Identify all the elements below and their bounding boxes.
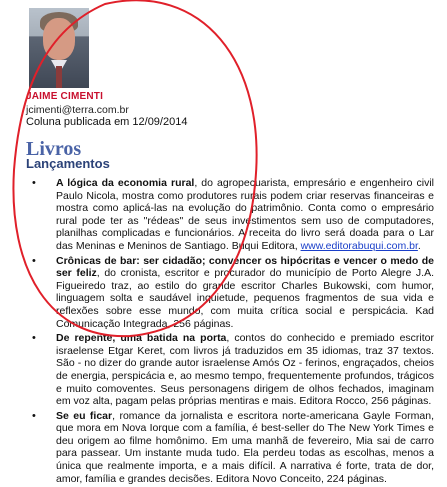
publisher-link[interactable]: www.editorabuqui.com.br <box>300 239 418 252</box>
book-description: , do agropecuarista, empresário e engenheiro civil Paulo Nicola, mostra como produtores rurais podem criar reservas financeiras e mostra como aplicá-las na evolução do patrimônio. Conta como o empresário rural pode ter as "rédeas" de seus investimentos sem uso de computadores, planilhas complicadas e funcionários. A receita do livro será doada para o Lar das Meninas e Meninos de Santiago. Buqui Editora, <box>56 177 434 252</box>
publication-date: Coluna publicada em 12/09/2014 <box>26 116 188 128</box>
book-item-cronicas-de-bar <box>26 255 434 331</box>
book-title: A lógica da economia rural <box>56 177 195 189</box>
book-title: De repente, uma batida na porta <box>56 332 227 345</box>
author-photo <box>29 8 89 88</box>
book-list <box>26 177 434 487</box>
book-item-economia-rural <box>26 177 434 253</box>
author-email[interactable]: jcimenti@terra.com.br <box>26 103 129 116</box>
book-description: , do cronista, escritor e procurador do município de Porto Alegre J.A. Figueiredo traz, ao estilo do grande escritor Charles Bukowski, com humor, linguagem solta e saudável inquietude, pequenos fragmentos de sua vida e reflexões sobre esse mundo, com muita crítica social e perspicácia. Kad Comunicação Integrada, 256 páginas. <box>56 267 434 330</box>
book-description: , romance da jornalista e escritora norte-americana Gayle Forman, que mora em Nova Iorque com a família, é best-seller do The New York Times e deu origem ao filme homônimo. Em uma manhã de fevereiro, Mia sai de carro para passear. Um instante muda tudo. Ela perdeu todas as escolhas, menos a única que realmente importa, e a mais difícil. A narrativa é forte, trata de dor, amor, família e grandes decisões. Editora Novo Conceito, 224 páginas. <box>56 409 434 485</box>
book-description-tail: . <box>417 239 421 252</box>
author-block <box>26 91 187 129</box>
book-item-se-eu-ficar <box>26 410 434 486</box>
book-description: , contos do conhecido e premiado escritor israelense Etgar Keret, com livros já traduzidos em 35 idiomas, traz 37 textos. São - no dizer do grande autor israelense Amós Oz - ferinos, engraçados, cheios de energia, perspicácia e, ao mesmo tempo, frequentemente profundos, trágicos e muito comoventes. Seus personagens dirigem de olhos fechados, imaginam em voz alta, pagam pelas próprias mentiras e mais. Editora Rocco, 256 páginas. <box>56 332 434 408</box>
author-name: JAIME CIMENTI <box>26 91 104 102</box>
book-title: Crônicas de bar: ser cidadão; convencer os hipócritas e vencer o medo de ser feliz <box>56 254 434 280</box>
photo-face <box>43 18 75 60</box>
section-subtitle: Lançamentos <box>26 156 110 171</box>
book-title: Se eu ficar <box>56 409 113 422</box>
section-title: Livros <box>26 138 82 160</box>
photo-tie <box>56 66 62 88</box>
book-item-de-repente <box>26 332 434 408</box>
